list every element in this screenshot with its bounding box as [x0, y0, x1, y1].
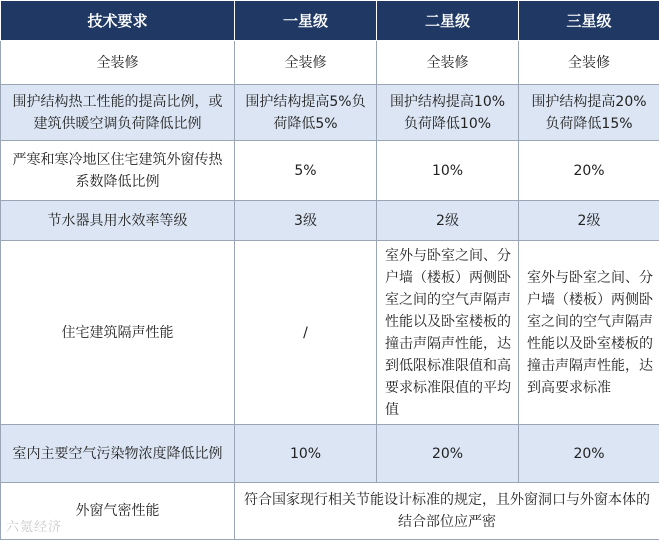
one-star-cell: / [235, 241, 377, 425]
table-row [1, 141, 659, 201]
table-row [1, 41, 659, 85]
watermark-logo: 六氪经济 [6, 516, 62, 535]
three-star-cell: 围护结构提高20%负荷降低15% [519, 85, 659, 141]
one-star-cell: 围护结构提高5%负荷降低5% [235, 85, 377, 141]
two-star-cell: 室外与卧室之间、分户墙（楼板）两侧卧室之间的空气声隔声性能以及卧室楼板的撞击声隔声性能，达到低限标准限值和高要求标准限值的平均值 [377, 241, 519, 425]
three-star-cell: 20% [519, 425, 659, 483]
requirement-cell: 节水器具用水效率等级 [1, 201, 235, 241]
table-row [1, 201, 659, 241]
table-row [1, 425, 659, 483]
one-star-cell: 3级 [235, 201, 377, 241]
table-header-row [1, 1, 659, 41]
header-requirement: 技术要求 [1, 1, 235, 41]
table-row [1, 483, 659, 540]
three-star-cell: 20% [519, 141, 659, 201]
requirement-cell: 严寒和寒冷地区住宅建筑外窗传热系数降低比例 [1, 141, 235, 201]
one-star-cell: 全装修 [235, 41, 377, 85]
requirement-cell: 室内主要空气污染物浓度降低比例 [1, 425, 235, 483]
header-two-star: 二星级 [377, 1, 519, 41]
requirement-cell: 外窗气密性能 [1, 483, 235, 540]
two-star-cell: 10% [377, 141, 519, 201]
table-row [1, 85, 659, 141]
one-star-cell: 5% [235, 141, 377, 201]
two-star-cell: 围护结构提高10%负荷降低10% [377, 85, 519, 141]
one-star-cell: 10% [235, 425, 377, 483]
two-star-cell: 20% [377, 425, 519, 483]
three-star-cell: 全装修 [519, 41, 659, 85]
merged-star-cell: 符合国家现行相关节能设计标准的规定，且外窗洞口与外窗本体的结合部位应严密 [235, 483, 659, 540]
requirement-cell: 住宅建筑隔声性能 [1, 241, 235, 425]
two-star-cell: 2级 [377, 201, 519, 241]
requirement-cell: 全装修 [1, 41, 235, 85]
table-row [1, 241, 659, 425]
three-star-cell: 2级 [519, 201, 659, 241]
two-star-cell: 全装修 [377, 41, 519, 85]
three-star-cell: 室外与卧室之间、分户墙（楼板）两侧卧室之间的空气声隔声性能以及卧室楼板的撞击声隔声性能，达到高要求标准 [519, 241, 659, 425]
requirement-cell: 围护结构热工性能的提高比例，或建筑供暖空调负荷降低比例 [1, 85, 235, 141]
header-three-star: 三星级 [519, 1, 659, 41]
header-one-star: 一星级 [235, 1, 377, 41]
